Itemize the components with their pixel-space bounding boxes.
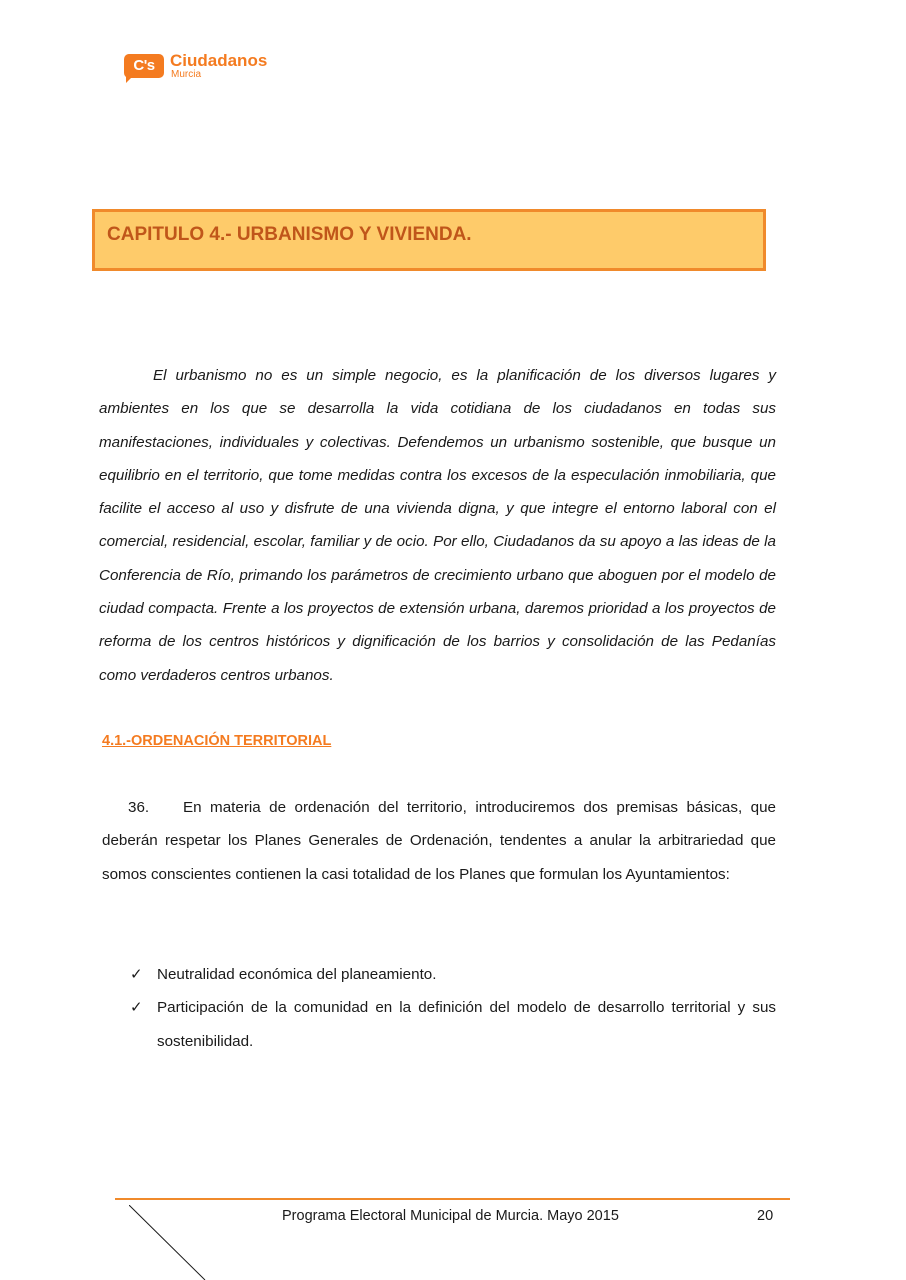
numbered-paragraph — [102, 791, 776, 891]
checklist — [130, 958, 776, 1058]
section-heading: 4.1.-ORDENACIÓN TERRITORIAL — [102, 733, 332, 749]
paragraph-text: En materia de ordenación del territorio, introduciremos dos premisas básicas, que deberán respetar los Planes Generales de Ordenación, tendentes a anular la arbitrariedad que somos conscientes contienen la casi totalidad de los Planes que formulan los Ayuntamientos: — [102, 799, 776, 883]
list-item — [130, 991, 776, 1058]
footer-divider — [115, 1198, 790, 1200]
checkmark-icon: ✓ — [130, 966, 143, 983]
logo-name: Ciudadanos — [170, 51, 268, 70]
footer-diagonal-line — [129, 1205, 209, 1280]
list-item-text: Neutralidad económica del planeamiento. — [157, 966, 437, 983]
list-item-text: Participación de la comunidad en la definición del modelo de desarrollo territorial y sus sostenibilidad. — [157, 999, 776, 1050]
paragraph-number: 36. — [128, 799, 150, 816]
list-item — [130, 958, 776, 991]
chapter-title-box — [92, 209, 766, 271]
checkmark-icon: ✓ — [130, 999, 143, 1017]
logo-badge-tail — [126, 74, 135, 83]
logo-badge: C's — [124, 54, 164, 78]
chapter-title: CAPITULO 4.- URBANISMO Y VIVIENDA. — [107, 224, 472, 245]
footer-text: Programa Electoral Municipal de Murcia. Mayo 2015 — [282, 1208, 619, 1224]
logo-subtitle: Murcia — [171, 69, 202, 80]
page-number: 20 — [757, 1208, 774, 1224]
intro-paragraph: El urbanismo no es un simple negocio, es la planificación de los diversos lugares y ambientes en los que se desarrolla la vida cotidiana de los ciudadanos en todas sus manifestaciones, individuales y colectivas. Defendemos un urbanismo sostenible, que busque un equilibrio en el territorio, que tome medidas contra los excesos de la especulación inmobiliaria, que facilite el acceso al uso y disfrute de una vivienda digna, y que integre el entorno laboral con el comercial, residencial, escolar, familiar y de ocio. Por ello, Ciudadanos da su apoyo a las ideas de la Conferencia de Río, primando los parámetros de crecimiento urbano que aboguen por el modelo de ciudad compacta. Frente a los proyectos de extensión urbana, daremos prioridad a los proyectos de reforma de los centros históricos y dignificación de los barrios y consolidación de las Pedanías como verdaderos centros urbanos. — [99, 367, 776, 684]
